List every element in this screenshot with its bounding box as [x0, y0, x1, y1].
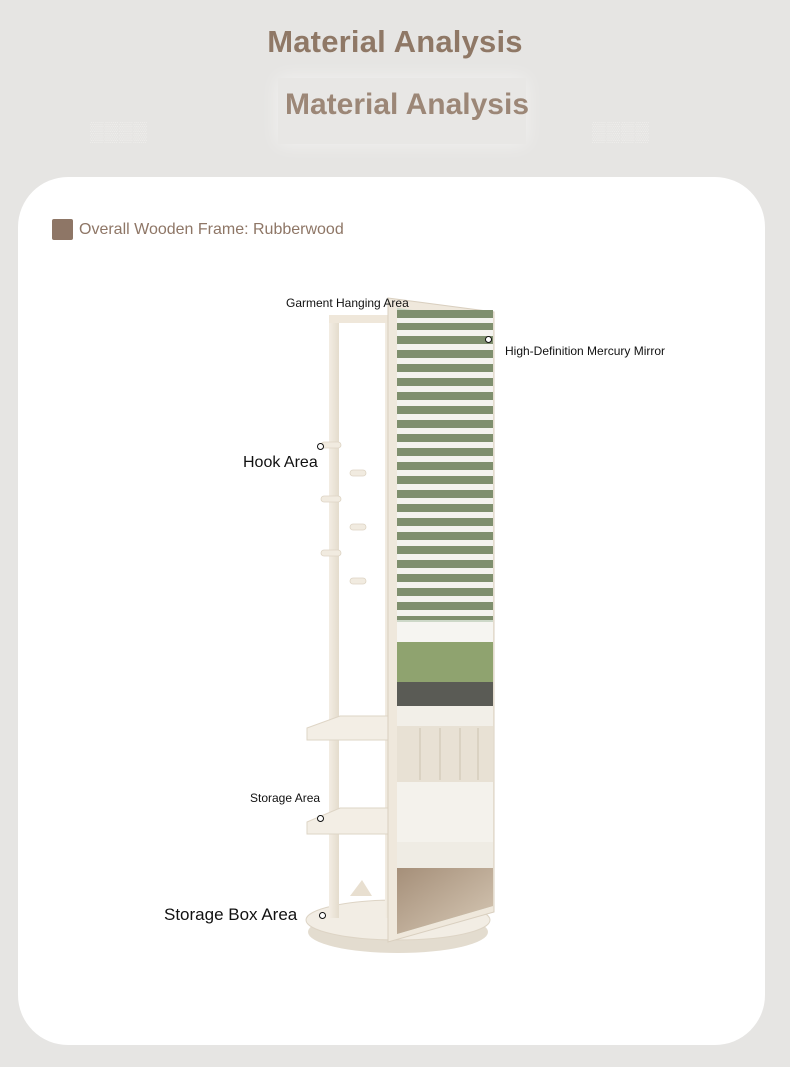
- hooks: [321, 442, 366, 584]
- page-title-echo: Material Analysis: [285, 88, 529, 121]
- base-bracket: [350, 880, 372, 896]
- page-title: Material Analysis: [267, 24, 523, 59]
- storage-box-label: Storage Box Area: [164, 905, 298, 924]
- rack-top-bar: [329, 315, 393, 323]
- storage-callout-dot: [317, 815, 324, 822]
- material-legend-text: Overall Wooden Frame: Rubberwood: [79, 220, 344, 238]
- hook-callout-dot: [317, 443, 324, 450]
- watermark-right: ▒▒▒▒: [592, 122, 650, 143]
- upper-shelf: [307, 716, 394, 740]
- storage-area-label: Storage Area: [250, 791, 321, 805]
- watermark-left: ▒▒▒▒: [90, 122, 148, 143]
- garment-area-label: Garment Hanging Area: [286, 296, 409, 310]
- hook-area-label: Hook Area: [243, 454, 318, 471]
- mirror-label: High-Definition Mercury Mirror: [505, 344, 666, 358]
- storage-box-callout-dot: [319, 912, 326, 919]
- mirror-blinds: [397, 310, 493, 934]
- mirror-callout-dot: [485, 336, 492, 343]
